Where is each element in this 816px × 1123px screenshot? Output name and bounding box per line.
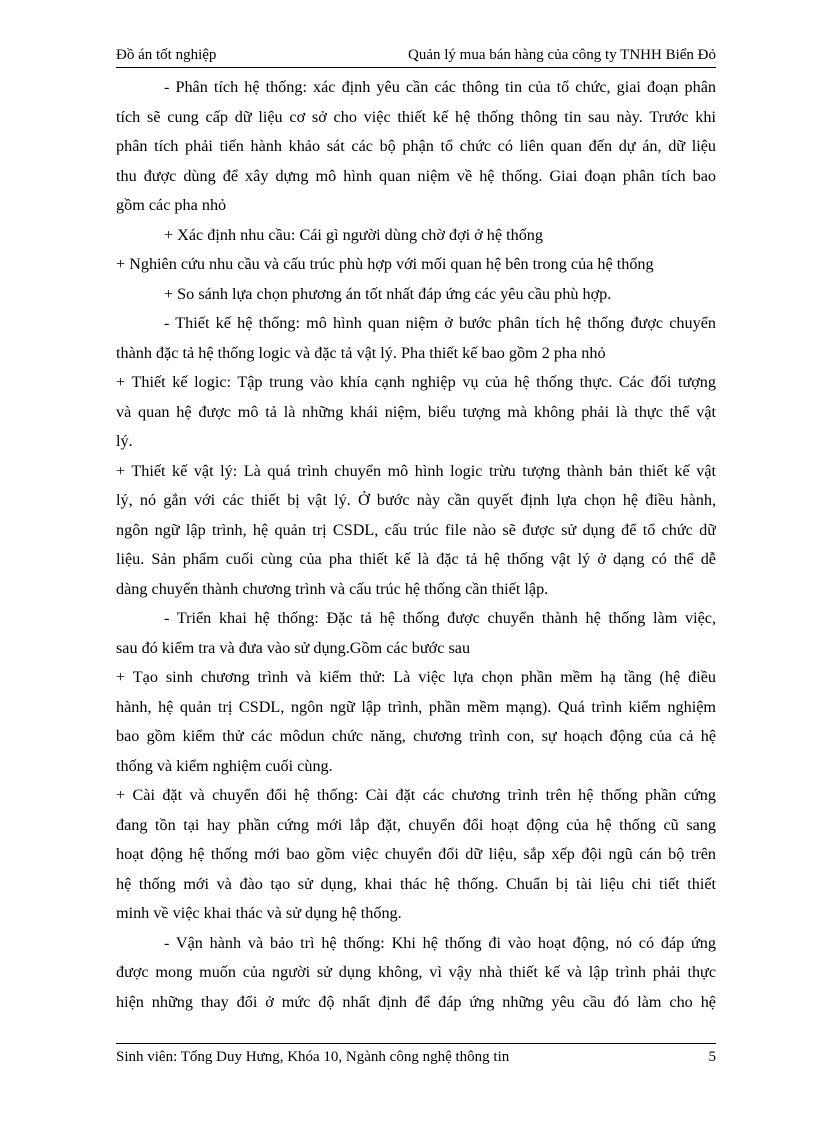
text-line: hệ thống mới và đào tạo sử dụng, khai thác hệ thống. Chuẩn bị tài liệu chi tiết thiết bbox=[116, 874, 716, 893]
text-line: thống và kiểm nghiệm cuối cùng. bbox=[116, 756, 333, 775]
text-line: bao gồm kiểm thử các môdun chức năng, chương trình con, sự hoạch động của cả hệ bbox=[116, 727, 716, 745]
text-line: và quan hệ được mô tả là những khái niệm, biểu tượng mà không phải là thực thể vật bbox=[116, 402, 716, 421]
header-document-type: Đồ án tốt nghiệp bbox=[116, 47, 217, 63]
text-line: - Vận hành và bảo trì hệ thống: Khi hệ thống đi vào hoạt động, nó có đáp ứng bbox=[164, 933, 716, 952]
text-line: lý, nó gắn với các thiết bị vật lý. Ở bước này cần quyết định lựa chọn hệ điều hành, bbox=[116, 491, 716, 509]
text-line: hiện những thay đổi ở mức độ nhất định để đáp ứng những yêu cầu đó làm cho hệ bbox=[116, 992, 716, 1011]
text-line: thành đặc tả hệ thống logic và đặc tả vật lý. Pha thiết kế bao gồm 2 pha nhỏ bbox=[116, 343, 606, 362]
text-line: thu được dùng để xây dựng mô hình quan niệm về hệ thống. Giai đoạn phân tích bao bbox=[116, 166, 716, 185]
text-line: hoạt động hệ thống mới bao gồm việc chuyển đổi dữ liệu, sắp xếp đội ngũ cán bộ trên bbox=[116, 845, 716, 863]
text-line: phân tích phải tiến hành khảo sát các bộ phận tổ chức có liên quan đến dự án, dữ liệu bbox=[116, 137, 716, 155]
page-number: 5 bbox=[708, 1049, 716, 1065]
text-line: sau đó kiểm tra và đưa vào sử dụng.Gồm các bước sau bbox=[116, 638, 471, 657]
page-body bbox=[116, 73, 716, 1017]
text-line: tích sẽ cung cấp dữ liệu cơ sở cho việc thiết kế hệ thống thông tin sau này. Trước khi bbox=[116, 107, 716, 126]
text-line: hành, hệ quản trị CSDL, ngôn ngữ lập trình, phần mềm mạng). Quá trình kiểm nghiệm bbox=[116, 697, 716, 716]
text-line: - Phân tích hệ thống: xác định yêu cần các thông tin của tổ chức, giai đoạn phân bbox=[164, 78, 716, 96]
text-line: + Nghiên cứu nhu cầu và cấu trúc phù hợp với mối quan hệ bên trong của hệ thống bbox=[116, 255, 654, 273]
text-line: + Thiết kế logic: Tập trung vào khía cạnh nghiệp vụ của hệ thống thực. Các đối tượng bbox=[116, 373, 716, 391]
text-line: - Thiết kế hệ thống: mô hình quan niệm ở bước phân tích hệ thống được chuyển bbox=[164, 314, 716, 332]
text-line: + Thiết kế vật lý: Là quá trình chuyển mô hình logic trừu tượng thành bản thiết kế vật bbox=[116, 461, 716, 480]
page-footer bbox=[116, 1043, 716, 1070]
text-line: + Tạo sinh chương trình và kiểm thử: Là việc lựa chọn phần mềm hạ tầng (hệ điều bbox=[116, 668, 716, 686]
text-line: + Xác định nhu cầu: Cái gì người dùng chờ đợi ở hệ thống bbox=[164, 225, 543, 244]
text-line: ngôn ngữ lập trình, hệ quản trị CSDL, cấu trúc file nào sẽ được sử dụng để tổ chức dữ bbox=[116, 520, 716, 539]
text-line: + So sánh lựa chọn phương án tốt nhất đáp ứng các yêu cầu phù hợp. bbox=[164, 284, 612, 303]
text-line: minh về việc khai thác và sử dụng hệ thống. bbox=[116, 904, 402, 922]
footer-author: Sinh viên: Tống Duy Hưng, Khóa 10, Ngành công nghệ thông tin bbox=[116, 1049, 510, 1065]
page-header bbox=[116, 45, 716, 68]
text-line: + Cài đặt và chuyển đổi hệ thống: Cài đặt các chương trình trên hệ thống phần cứng bbox=[116, 786, 716, 804]
text-line: liệu. Sản phẩm cuối cùng của pha thiết kế là đặc tả hệ thống vật lý ở dạng có thể dễ bbox=[116, 550, 716, 568]
text-line: được mong muốn của người sử dụng không, vì vậy nhà thiết kế và lập trình phải thực bbox=[116, 963, 716, 981]
text-line: gồm các pha nhỏ bbox=[116, 196, 227, 214]
text-line: dàng chuyển thành chương trình và cấu trúc hệ thống cần thiết lập. bbox=[116, 579, 549, 598]
text-line: đang tồn tại hay phần cứng mới lắp đặt, chuyển đổi hoạt động của hệ thống cũ sang bbox=[116, 815, 716, 834]
text-line: - Triển khai hệ thống: Đặc tả hệ thống được chuyển thành hệ thống làm việc, bbox=[164, 609, 716, 627]
header-project-title: Quản lý mua bán hàng của công ty TNHH Biển Đỏ bbox=[408, 47, 716, 63]
text-line: lý. bbox=[116, 432, 133, 450]
